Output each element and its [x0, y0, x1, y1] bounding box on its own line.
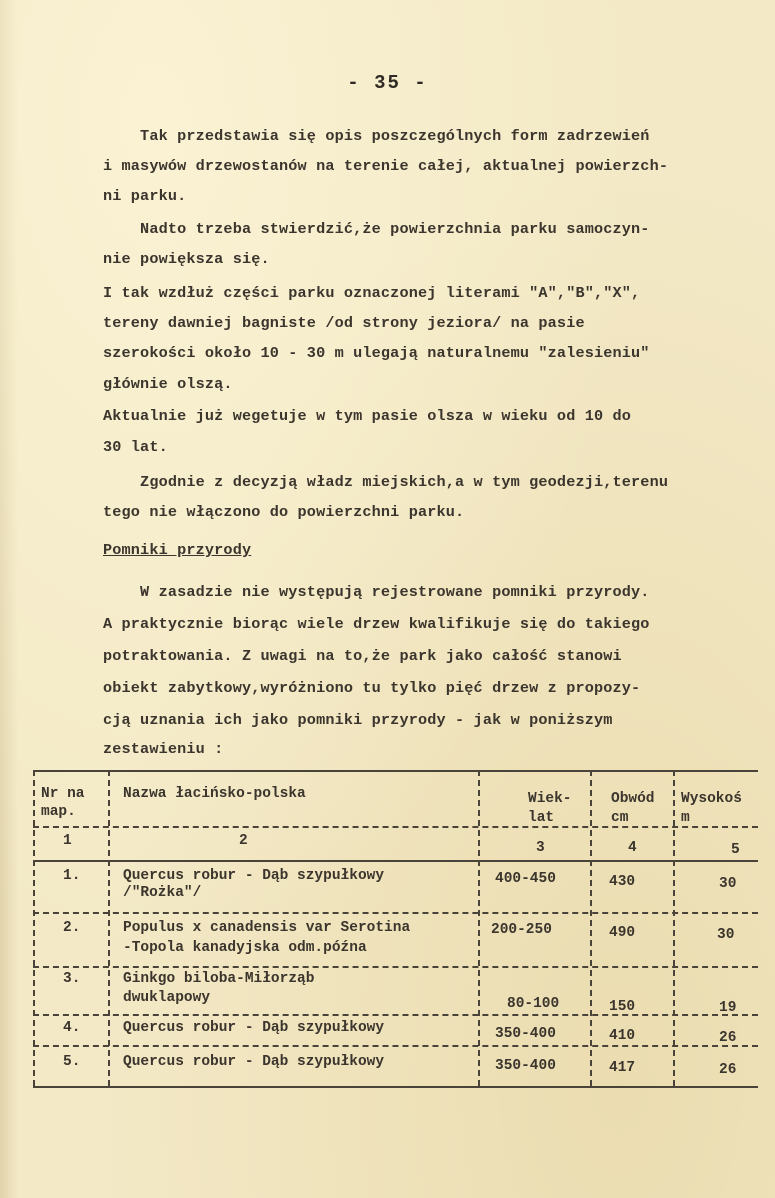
paragraph-line: nie powiększa się. — [103, 250, 270, 268]
cell-height: 19 — [719, 1000, 737, 1016]
cell-nr: 3. — [63, 971, 81, 987]
paragraph-line: obiekt zabytkowy,wyróżniono tu tylko pięć drzew z propozy- — [103, 679, 641, 697]
cell-nr: 5. — [63, 1054, 81, 1070]
paragraph-line: Aktualnie już wegetuje w tym pasie olsza w wieku od 10 do — [103, 407, 632, 425]
header-name: Nazwa łacińsko-polska — [123, 786, 306, 802]
cell-circumference: 150 — [609, 999, 636, 1015]
row-divider — [33, 966, 758, 968]
paragraph-line: głównie olszą. — [103, 375, 233, 393]
section-heading: Pomniki przyrody — [103, 541, 252, 559]
paragraph-line: A praktycznie biorąc wiele drzew kwalifikuje się do takiego — [103, 615, 650, 633]
col-divider — [590, 770, 592, 1086]
cell-circumference: 490 — [609, 925, 636, 941]
paragraph-line: szerokości około 10 - 30 m ulegają naturalnemu "zalesieniu" — [103, 344, 650, 362]
paragraph-line: I tak wzdłuż części parku oznaczonej literami "A","B","X", — [103, 284, 641, 302]
cell-age: 400-450 — [495, 871, 556, 887]
cell-age: 80-100 — [507, 996, 560, 1012]
column-number: 4 — [628, 840, 637, 856]
paragraph-line: Nadto trzeba stwierdzić,że powierzchnia parku samoczyn- — [103, 220, 650, 238]
row-divider — [33, 912, 758, 914]
cell-height: 26 — [719, 1062, 737, 1078]
cell-name: Ginkgo biloba-Miłorząb — [123, 971, 315, 987]
header-nr: Nr na — [41, 786, 85, 802]
header-age: Wiek- — [528, 791, 572, 807]
paragraph-line: i masywów drzewostanów na terenie całej, aktualnej powierzch- — [103, 157, 669, 175]
table-bottom-rule — [33, 1086, 758, 1088]
cell-height: 30 — [719, 876, 737, 892]
cell-name: Quercus robur - Dąb szypułkowy — [123, 1020, 385, 1036]
cell-circumference: 430 — [609, 874, 636, 890]
col-divider — [673, 770, 675, 1086]
cell-name-cont: dwuklapowy — [123, 990, 211, 1006]
cell-name: Populus x canadensis var Serotina — [123, 920, 411, 936]
cell-nr: 2. — [63, 920, 81, 936]
column-number: 2 — [239, 833, 248, 849]
cell-nr: 4. — [63, 1020, 81, 1036]
row-divider — [33, 1014, 758, 1016]
cell-name: Quercus robur - Dąb szypułkowy — [123, 1054, 385, 1070]
table-top-rule — [33, 770, 758, 772]
paragraph-line: tego nie włączono do powierzchni parku. — [103, 503, 465, 521]
cell-circumference: 410 — [609, 1028, 636, 1044]
paragraph-line: Zgodnie z decyzją władz miejskich,a w tym geodezji,terenu — [103, 473, 669, 491]
paragraph-line: cją uznania ich jako pomniki przyrody - jak w poniższym — [103, 711, 613, 729]
col-divider — [33, 770, 35, 1086]
column-number: 5 — [731, 842, 740, 858]
header-circumference: Obwód — [611, 791, 655, 807]
page-number: - 35 - — [347, 72, 428, 94]
paragraph-line: tereny dawniej bagniste /od strony jeziora/ na pasie — [103, 314, 585, 332]
cell-name: Quercus robur - Dąb szypułkowy — [123, 868, 385, 884]
paragraph-line: zestawieniu : — [103, 740, 224, 758]
cell-age: 200-250 — [491, 922, 552, 938]
col-divider — [478, 770, 480, 1086]
header-nr-sub: map. — [41, 804, 76, 820]
cell-name-cont: /"Rożka"/ — [123, 885, 202, 901]
paragraph-line: Tak przedstawia się opis poszczególnych form zadrzewień — [103, 127, 650, 145]
cell-age: 350-400 — [495, 1058, 556, 1074]
cell-name-cont: -Topola kanadyjska odm.późna — [123, 940, 367, 956]
header-circumference-sub: cm — [611, 810, 629, 826]
column-number: 1 — [63, 833, 72, 849]
cell-circumference: 417 — [609, 1060, 636, 1076]
paragraph-line: W zasadzie nie występują rejestrowane pomniki przyrody. — [103, 583, 650, 601]
paragraph-line: 30 lat. — [103, 438, 168, 456]
header-height: Wysokoś — [681, 791, 742, 807]
col-divider — [108, 770, 110, 1086]
column-number: 3 — [536, 840, 545, 856]
header-height-sub: m — [681, 810, 690, 826]
cell-nr: 1. — [63, 868, 81, 884]
header-bottom-rule — [33, 860, 758, 862]
paragraph-line: potraktowania. Z uwagi na to,że park jako całość stanowi — [103, 647, 622, 665]
natural-monuments-table — [33, 764, 758, 1094]
header-age-sub: lat — [528, 810, 555, 826]
cell-age: 350-400 — [495, 1026, 556, 1042]
paragraph-line: ni parku. — [103, 187, 187, 205]
header-divider — [33, 826, 758, 828]
cell-height: 26 — [719, 1030, 737, 1046]
cell-height: 30 — [717, 927, 735, 943]
row-divider — [33, 1045, 758, 1047]
